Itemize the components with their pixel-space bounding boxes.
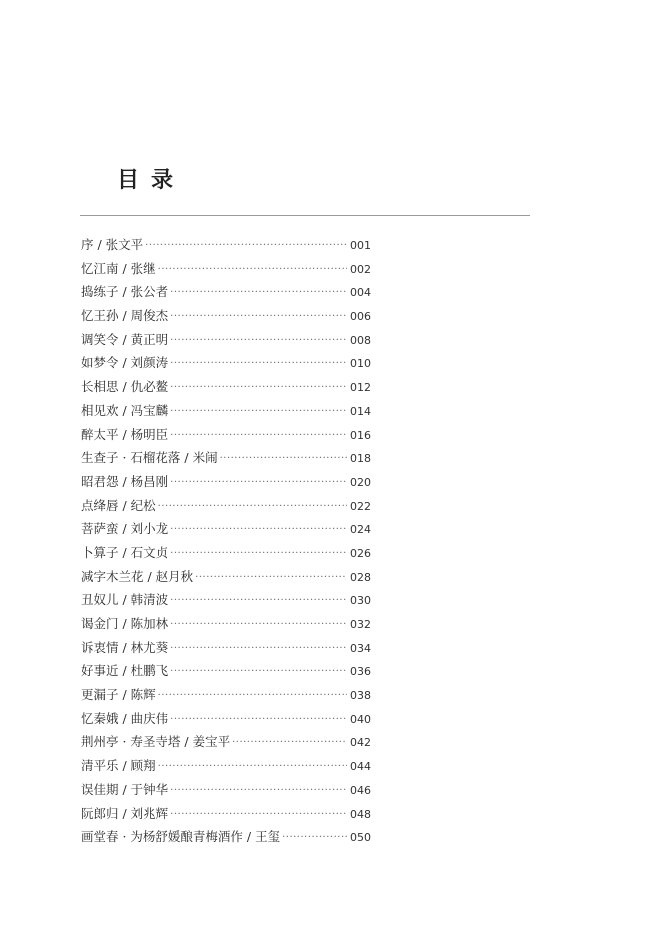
toc-entry[interactable] [81,707,371,731]
toc-entry-title: 好事近 / 杜鹏飞 [81,663,169,679]
toc-entry-page: 022 [350,499,371,513]
toc-entry-title: 相见欢 / 冯宝麟 [81,402,169,418]
toc-entry[interactable] [81,470,371,494]
toc-entry-page: 042 [350,736,371,750]
dot-leader [158,258,347,282]
dot-leader [170,803,347,827]
toc-entry[interactable] [81,328,371,352]
toc-entry[interactable] [81,423,371,447]
dot-leader [145,234,347,258]
dot-leader [170,637,347,661]
toc-entry[interactable] [81,399,371,423]
dot-leader [170,305,347,329]
toc-entry[interactable] [81,304,371,328]
toc-entry-page: 010 [350,357,371,371]
toc-entry-title: 醉太平 / 杨明臣 [81,426,169,442]
toc-entry-page: 046 [350,783,371,797]
toc-entry-page: 004 [350,286,371,300]
toc-entry-title: 阮郎归 / 刘兆辉 [81,805,169,821]
toc-entry-title: 点绛唇 / 纪松 [81,497,156,513]
dot-leader [158,495,347,519]
toc-entry-title: 诉衷情 / 林尤葵 [81,639,169,655]
toc-entry-title: 忆王孙 / 周俊杰 [81,308,169,324]
toc-entry-title: 忆江南 / 张继 [81,260,156,276]
title-divider [80,215,530,216]
toc-entry-title: 谒金门 / 陈加林 [81,616,169,631]
toc-entry-page: 002 [350,262,371,276]
dot-leader [170,352,347,376]
toc-entry-page: 036 [350,665,371,679]
toc-entry-page: 034 [350,641,371,655]
toc-entry-page: 044 [350,760,371,774]
toc-entry-title: 菩萨蛮 / 刘小龙 [81,521,169,537]
toc-entry-page: 032 [350,618,371,631]
toc-entry[interactable] [81,778,371,802]
toc-entry-title: 荆州亭 · 寿圣寺塔 / 姜宝平 [81,734,231,750]
dot-leader [170,779,347,803]
toc-entry-title: 卜算子 / 石文贞 [81,544,169,560]
toc-entry-title: 序 / 张文平 [81,237,144,252]
toc-entry-page: 028 [350,570,371,584]
toc-entry[interactable] [81,659,371,683]
toc-entry-title: 更漏子 / 陈辉 [81,687,156,703]
dot-leader [170,518,347,542]
toc-entry-page: 012 [350,381,371,395]
toc-entry-title: 减字木兰花 / 赵月秋 [81,568,194,584]
dot-leader [170,708,347,732]
dot-leader [170,376,347,400]
toc-entry[interactable] [81,636,371,660]
toc-entry[interactable] [81,257,371,281]
dot-leader [220,447,347,471]
toc-entry[interactable] [81,802,371,826]
dot-leader [282,826,347,850]
toc-entry-page: 016 [350,428,371,442]
dot-leader [158,755,347,779]
toc-entry-page: 008 [350,333,371,347]
dot-leader [232,731,347,755]
toc-entry[interactable] [81,494,371,518]
toc-entry-page: 040 [350,712,371,726]
toc-entry-title: 丑奴儿 / 韩清波 [81,592,169,608]
toc-entry[interactable] [81,825,371,849]
toc-list [81,233,371,849]
toc-entry[interactable] [81,446,371,470]
dot-leader [170,660,347,684]
dot-leader [170,589,347,613]
toc-entry[interactable] [81,754,371,778]
toc-entry-title: 生查子 · 石榴花落 / 米闹 [81,450,218,466]
toc-entry-page: 006 [350,310,371,324]
toc-entry-page: 038 [350,689,371,703]
dot-leader [170,424,347,448]
toc-entry-title: 长相思 / 仇必鳌 [81,379,169,395]
toc-entry[interactable] [81,588,371,612]
toc-entry[interactable] [81,683,371,707]
toc-entry-title: 误佳期 / 于钟华 [81,781,169,797]
toc-entry[interactable] [81,565,371,589]
toc-entry-page: 050 [350,831,371,845]
toc-entry-page: 026 [350,546,371,560]
dot-leader [170,400,347,424]
toc-entry-page: 014 [350,404,371,418]
toc-entry[interactable] [81,375,371,399]
dot-leader [170,281,347,305]
toc-entry[interactable] [81,351,371,375]
toc-entry[interactable] [81,280,371,304]
toc-entry-page: 024 [350,523,371,537]
toc-entry[interactable] [81,730,371,754]
toc-entry-title: 忆秦娥 / 曲庆伟 [81,710,169,726]
toc-entry-title: 画堂春 · 为杨舒媛酿青梅酒作 / 王玺 [81,829,281,845]
toc-entry-title: 捣练子 / 张公者 [81,284,169,300]
toc-entry[interactable] [81,541,371,565]
toc-entry[interactable] [81,612,371,636]
toc-entry-page: 030 [350,594,371,608]
toc-entry-title: 如梦令 / 刘颜涛 [81,355,169,371]
toc-entry-title: 调笑令 / 黄正明 [81,331,169,347]
toc-entry-page: 048 [350,807,371,821]
dot-leader [170,613,347,637]
dot-leader [170,542,347,566]
toc-entry-page: 020 [350,475,371,489]
dot-leader [170,471,347,495]
toc-entry[interactable] [81,233,371,257]
toc-entry-title: 清平乐 / 顾翔 [81,758,156,774]
toc-entry-page: 001 [350,239,371,252]
dot-leader [158,684,347,708]
toc-entry[interactable] [81,517,371,541]
dot-leader [170,329,347,353]
toc-entry-page: 018 [350,452,371,466]
dot-leader [195,566,347,590]
toc-title: 目录 [117,167,186,193]
toc-entry-title: 昭君怨 / 杨昌刚 [81,473,169,489]
